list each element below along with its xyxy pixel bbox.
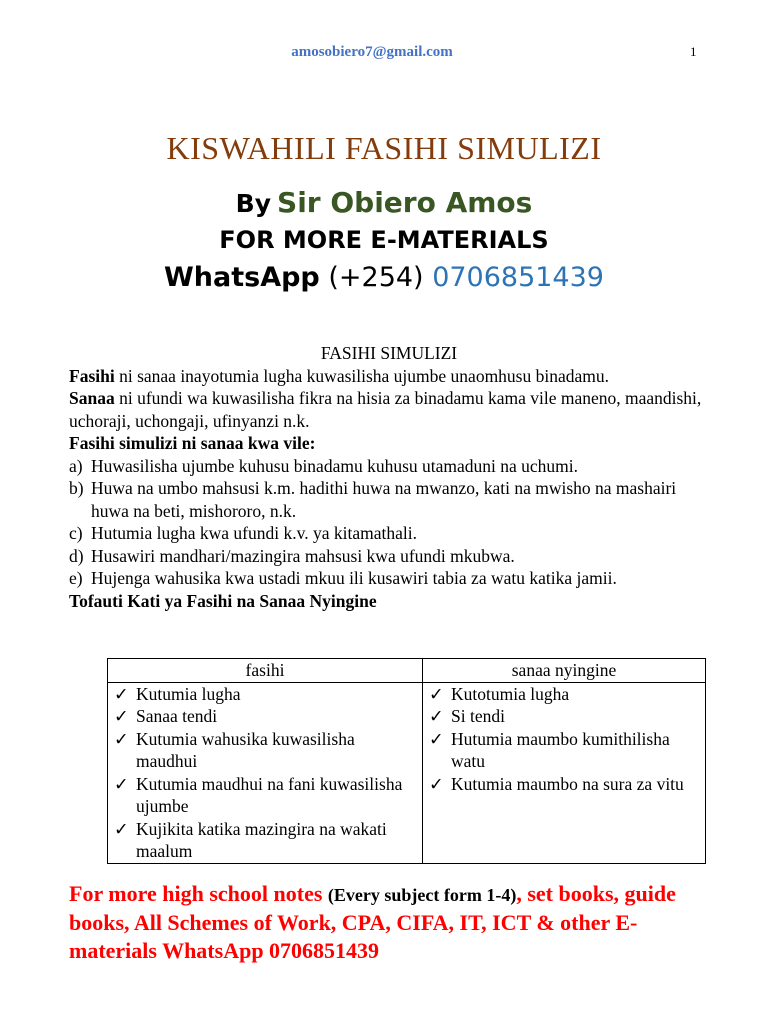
footer-text-2: (Every subject form 1-4) (327, 885, 517, 905)
list-heading: Fasihi simulizi ni sanaa kwa vile: (69, 433, 316, 453)
check-icon: ✓ (114, 773, 129, 794)
list-item: b) Huwa na umbo mahsusi k.m. hadithi huwa na mwanzo, kati na mwisho na mashairi huwa na beti, mishororo, n.k. (69, 478, 677, 521)
whatsapp-label: WhatsApp (164, 262, 320, 293)
list-item: ✓ Sanaa tendi (114, 706, 218, 726)
list-item: c) Hutumia lugha kwa ufundi k.v. ya kitamathali. (69, 523, 417, 543)
definition-term: Fasihi (69, 365, 115, 386)
list-item: ✓ Kutotumia lugha (429, 683, 570, 704)
check-icon: ✓ (114, 818, 129, 839)
footer-promo (69, 880, 709, 965)
table-header-sanaa-nyingine: sanaa nyingine (423, 659, 706, 683)
list-item: ✓ Kutumia lugha (114, 683, 241, 704)
check-icon: ✓ (429, 773, 444, 794)
list-item: ✓ Kutumia wahusika kuwasilisha maudhui (114, 728, 355, 771)
check-icon: ✓ (114, 728, 129, 749)
whatsapp-number: 0706851439 (432, 262, 604, 293)
whatsapp-code: (+254) (328, 262, 424, 293)
footer-text-1: For more high school notes (69, 881, 328, 906)
definition-sanaa (69, 387, 709, 432)
definition-text: ni sanaa inayotumia lugha kuwasilisha ujumbe unaomhusu binadamu. (114, 365, 609, 386)
byline-author: Sir Obiero Amos (277, 186, 533, 219)
check-icon: ✓ (429, 683, 444, 704)
whatsapp-line (0, 262, 768, 293)
list-item: d) Husawiri mandhari/mazingira mahsusi kwa ufundi mkubwa. (69, 545, 515, 566)
definition-text: ni ufundi wa kuwasilisha fikra na hisia za binadamu kama vile maneno, maandishi, uchoraji, uchongaji, ufinyanzi n.k. (69, 388, 702, 431)
document-title: KISWAHILI FASIHI SIMULIZI (166, 130, 602, 166)
byline-by: By (235, 189, 272, 218)
section-title: FASIHI SIMULIZI (320, 343, 458, 363)
table-row (108, 682, 706, 863)
table-header-row (108, 659, 706, 683)
list-item: ✓ Si tendi (429, 706, 505, 726)
definition-term: Sanaa (69, 388, 115, 408)
table-cell-fasihi (108, 682, 423, 863)
check-icon: ✓ (114, 706, 129, 726)
check-icon: ✓ (429, 706, 444, 726)
list-item: e) Hujenga wahusika kwa ustadi mkuu ili kusawiri tabia za watu katika jamii. (69, 568, 617, 588)
list-item: ✓ Kutumia maumbo na sura za vitu (429, 773, 684, 794)
check-icon: ✓ (429, 728, 444, 749)
page-number: 1 (690, 44, 697, 59)
check-icon: ✓ (114, 683, 129, 704)
list-item: ✓ Kutumia maudhui na fani kuwasilisha ujumbe (114, 773, 403, 816)
more-materials-heading: FOR MORE E-MATERIALS (219, 226, 549, 254)
table-title: Tofauti Kati ya Fasihi na Sanaa Nyingine (69, 590, 377, 611)
header-email: amosobiero7@gmail.com (291, 44, 453, 60)
table-cell-sanaa-nyingine (423, 682, 706, 863)
definition-fasihi (69, 365, 709, 388)
table-header-fasihi: fasihi (108, 659, 423, 683)
byline (0, 186, 768, 219)
comparison-table (107, 658, 706, 864)
list-item: a) Huwasilisha ujumbe kuhusu binadamu kuhusu utamaduni na uchumi. (69, 455, 579, 476)
list-item: ✓ Kujikita katika mazingira na wakati maalum (114, 818, 387, 861)
list-item: ✓ Hutumia maumbo kumithilisha watu (429, 728, 670, 771)
footer-text-3: , set books, guide books, All Schemes of Work, CPA, CIFA, IT, ICT & other E-materials WhatsApp 0706851439 (69, 881, 676, 963)
document-body (69, 342, 709, 612)
